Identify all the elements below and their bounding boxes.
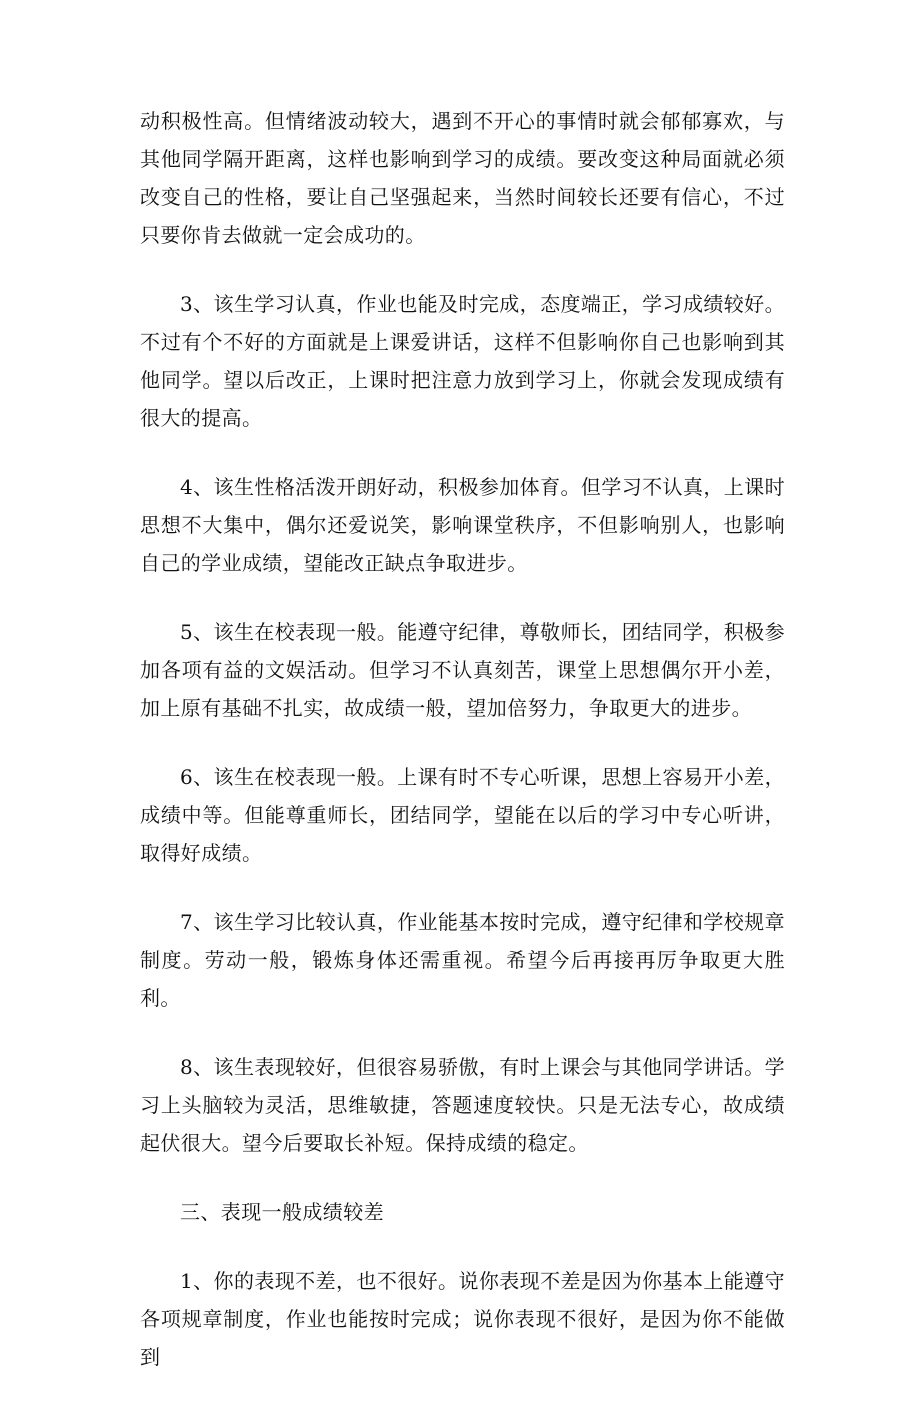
document-body <box>140 102 785 1407</box>
paragraph-item-5: 5、该生在校表现一般。能遵守纪律，尊敬师长，团结同学，积极参加各项有益的文娱活动。但学习不认真刻苦，课堂上思想偶尔开小差，加上原有基础不扎实，故成绩一般，望加倍努力，争取更大的进步。 <box>140 620 785 720</box>
paragraph-item-8: 8、该生表现较好，但很容易骄傲，有时上课会与其他同学讲话。学习上头脑较为灵活，思维敏捷，答题速度较快。只是无法专心，故成绩起伏很大。望今后要取长补短。保持成绩的稳定。 <box>140 1055 785 1155</box>
paragraph-section3-item-1: 1、你的表现不差，也不很好。说你表现不差是因为你基本上能遵守各项规章制度，作业也能按时完成；说你表现不很好，是因为你不能做到 <box>140 1269 785 1369</box>
paragraph-item-3: 3、该生学习认真，作业也能及时完成，态度端正，学习成绩较好。不过有个不好的方面就是上课爱讲话，这样不但影响你自己也影响到其他同学。望以后改正，上课时把注意力放到学习上，你就会发现成绩有很大的提高。 <box>140 292 785 430</box>
paragraph-item-4: 4、该生性格活泼开朗好动，积极参加体育。但学习不认真，上课时思想不大集中，偶尔还爱说笑，影响课堂秩序，不但影响别人，也影响自己的学业成绩，望能改正缺点争取进步。 <box>140 475 785 575</box>
section-heading: 三、表现一般成绩较差 <box>180 1200 384 1224</box>
paragraph-continued: 动积极性高。但情绪波动较大，遇到不开心的事情时就会郁郁寡欢，与其他同学隔开距离，这样也影响到学习的成绩。要改变这种局面就必须改变自己的性格，要让自己坚强起来，当然时间较长还要有信心，不过只要你肯去做就一定会成功的。 <box>140 109 785 247</box>
paragraph-item-7: 7、该生学习比较认真，作业能基本按时完成，遵守纪律和学校规章制度。劳动一般，锻炼身体还需重视。希望今后再接再厉争取更大胜利。 <box>140 910 785 1010</box>
paragraph-item-6: 6、该生在校表现一般。上课有时不专心听课，思想上容易开小差，成绩中等。但能尊重师长，团结同学，望能在以后的学习中专心听讲，取得好成绩。 <box>140 765 785 865</box>
